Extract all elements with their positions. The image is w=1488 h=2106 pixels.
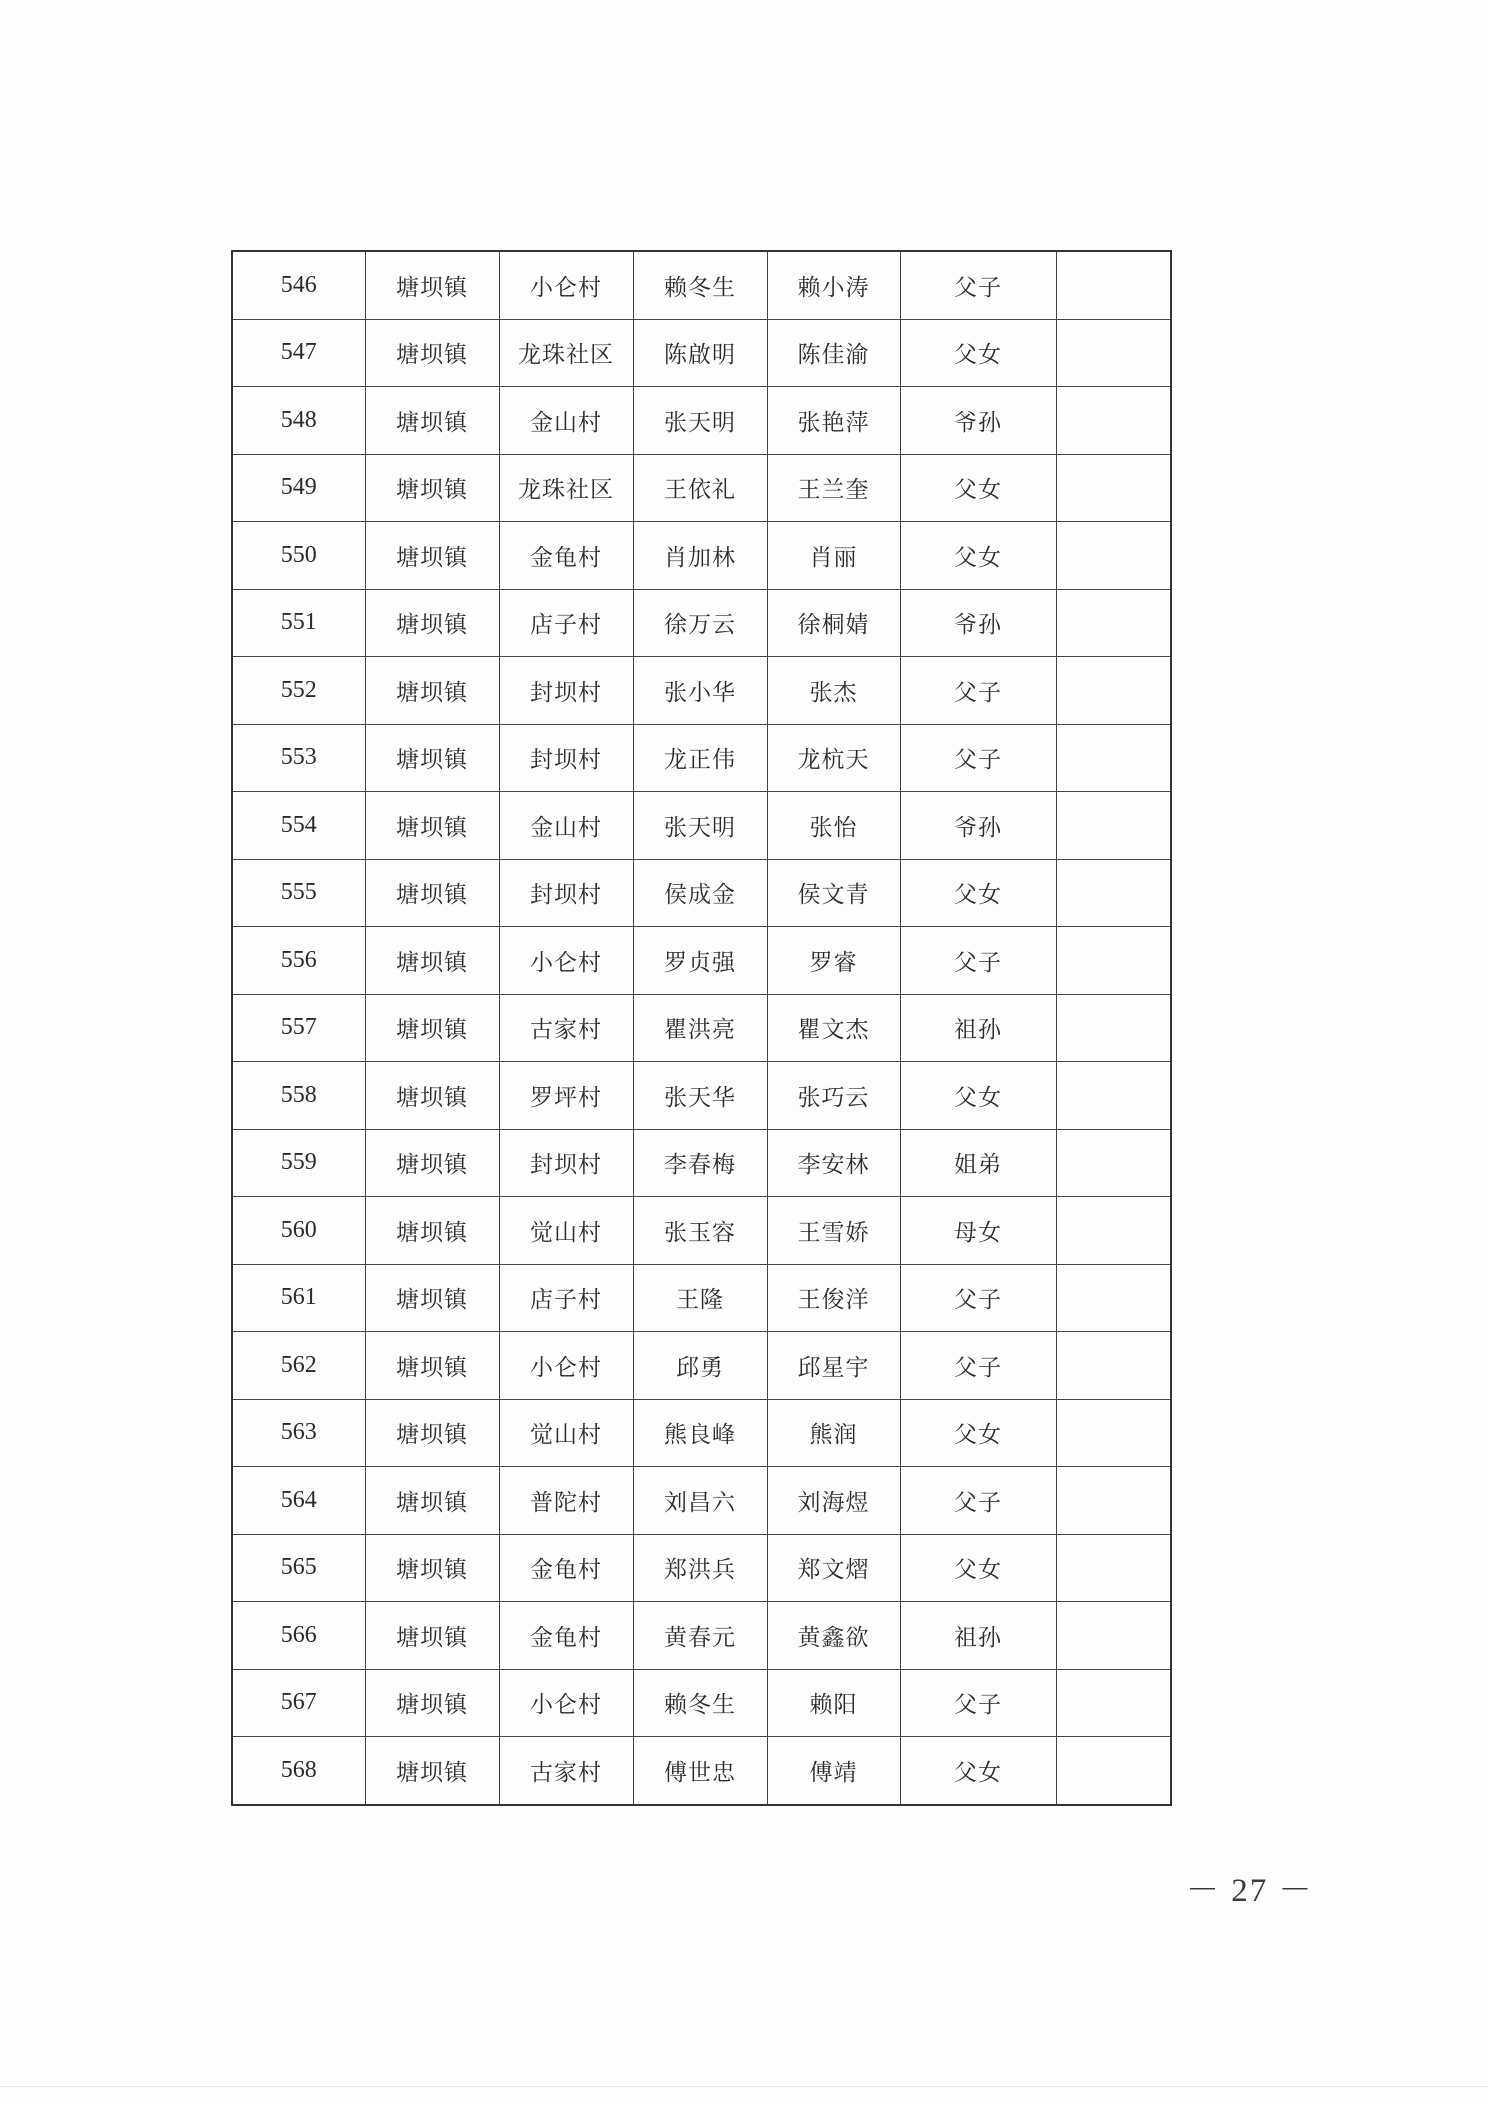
cell-note (1056, 1737, 1171, 1805)
cell-relation: 父女 (900, 1534, 1056, 1602)
cell-note (1056, 1467, 1171, 1535)
cell-town: 塘坝镇 (365, 1467, 499, 1535)
table-row (232, 1669, 1171, 1737)
cell-name-first: 张天明 (633, 387, 767, 455)
cell-name-first: 陈啟明 (633, 319, 767, 387)
cell-name-first: 黄春元 (633, 1602, 767, 1670)
cell-name-first: 张玉容 (633, 1197, 767, 1265)
cell-town: 塘坝镇 (365, 724, 499, 792)
cell-note (1056, 1197, 1171, 1265)
cell-number: 553 (232, 724, 365, 792)
table-row (232, 1399, 1171, 1467)
cell-relation: 父子 (900, 1332, 1056, 1400)
cell-town: 塘坝镇 (365, 319, 499, 387)
cell-name-second: 赖小涛 (767, 251, 900, 319)
cell-relation: 父女 (900, 1737, 1056, 1805)
cell-name-first: 徐万云 (633, 589, 767, 657)
cell-note (1056, 1399, 1171, 1467)
cell-relation: 父子 (900, 927, 1056, 995)
cell-village: 古家村 (499, 1737, 633, 1805)
table-row (232, 1197, 1171, 1265)
cell-number: 555 (232, 859, 365, 927)
cell-relation: 祖孙 (900, 994, 1056, 1062)
table-row (232, 1602, 1171, 1670)
cell-number: 557 (232, 994, 365, 1062)
cell-name-second: 王兰奎 (767, 454, 900, 522)
cell-note (1056, 387, 1171, 455)
cell-name-second: 王雪娇 (767, 1197, 900, 1265)
cell-village: 金山村 (499, 792, 633, 860)
cell-town: 塘坝镇 (365, 454, 499, 522)
cell-name-second: 陈佳渝 (767, 319, 900, 387)
cell-village: 金龟村 (499, 1534, 633, 1602)
cell-village: 觉山村 (499, 1399, 633, 1467)
cell-village: 店子村 (499, 1264, 633, 1332)
cell-name-second: 张杰 (767, 657, 900, 725)
cell-note (1056, 724, 1171, 792)
table-row (232, 859, 1171, 927)
cell-village: 龙珠社区 (499, 319, 633, 387)
cell-village: 金山村 (499, 387, 633, 455)
cell-number: 556 (232, 927, 365, 995)
cell-name-second: 黄鑫欲 (767, 1602, 900, 1670)
table-row (232, 454, 1171, 522)
cell-village: 封坝村 (499, 724, 633, 792)
cell-relation: 爷孙 (900, 387, 1056, 455)
cell-village: 小仑村 (499, 251, 633, 319)
cell-number: 565 (232, 1534, 365, 1602)
cell-village: 小仑村 (499, 1669, 633, 1737)
table-row (232, 994, 1171, 1062)
cell-relation: 姐弟 (900, 1129, 1056, 1197)
cell-relation: 父子 (900, 724, 1056, 792)
cell-name-first: 肖加林 (633, 522, 767, 590)
table-row (232, 251, 1171, 319)
table-row (232, 319, 1171, 387)
table-row (232, 792, 1171, 860)
cell-town: 塘坝镇 (365, 792, 499, 860)
cell-town: 塘坝镇 (365, 387, 499, 455)
cell-number: 554 (232, 792, 365, 860)
page-number: － 27 － (1186, 1873, 1314, 1909)
cell-note (1056, 1534, 1171, 1602)
table-row (232, 1264, 1171, 1332)
cell-number: 564 (232, 1467, 365, 1535)
cell-number: 546 (232, 251, 365, 319)
cell-relation: 父女 (900, 522, 1056, 590)
cell-town: 塘坝镇 (365, 1129, 499, 1197)
cell-note (1056, 1062, 1171, 1130)
cell-relation: 父女 (900, 1062, 1056, 1130)
cell-name-second: 王俊洋 (767, 1264, 900, 1332)
cell-number: 563 (232, 1399, 365, 1467)
cell-note (1056, 657, 1171, 725)
cell-town: 塘坝镇 (365, 1062, 499, 1130)
cell-name-second: 刘海煜 (767, 1467, 900, 1535)
cell-note (1056, 792, 1171, 860)
cell-note (1056, 994, 1171, 1062)
cell-note (1056, 319, 1171, 387)
cell-village: 金龟村 (499, 1602, 633, 1670)
cell-village: 普陀村 (499, 1467, 633, 1535)
cell-village: 封坝村 (499, 657, 633, 725)
cell-village: 古家村 (499, 994, 633, 1062)
scan-edge-line (0, 2086, 1488, 2087)
table-row (232, 657, 1171, 725)
cell-town: 塘坝镇 (365, 1264, 499, 1332)
cell-name-first: 赖冬生 (633, 251, 767, 319)
cell-note (1056, 454, 1171, 522)
cell-relation: 爷孙 (900, 589, 1056, 657)
cell-number: 568 (232, 1737, 365, 1805)
cell-town: 塘坝镇 (365, 1534, 499, 1602)
cell-number: 567 (232, 1669, 365, 1737)
cell-village: 小仑村 (499, 927, 633, 995)
cell-note (1056, 1669, 1171, 1737)
cell-name-second: 侯文青 (767, 859, 900, 927)
table-row (232, 1129, 1171, 1197)
cell-name-second: 郑文熠 (767, 1534, 900, 1602)
cell-name-second: 李安林 (767, 1129, 900, 1197)
cell-town: 塘坝镇 (365, 1399, 499, 1467)
cell-note (1056, 251, 1171, 319)
table-row (232, 1467, 1171, 1535)
cell-number: 547 (232, 319, 365, 387)
cell-note (1056, 1129, 1171, 1197)
cell-name-second: 赖阳 (767, 1669, 900, 1737)
cell-name-first: 王隆 (633, 1264, 767, 1332)
cell-name-first: 瞿洪亮 (633, 994, 767, 1062)
cell-relation: 祖孙 (900, 1602, 1056, 1670)
cell-village: 罗坪村 (499, 1062, 633, 1130)
cell-town: 塘坝镇 (365, 1602, 499, 1670)
cell-name-second: 肖丽 (767, 522, 900, 590)
cell-number: 560 (232, 1197, 365, 1265)
cell-number: 562 (232, 1332, 365, 1400)
cell-name-second: 徐桐婧 (767, 589, 900, 657)
cell-name-second: 邱星宇 (767, 1332, 900, 1400)
cell-name-first: 张天明 (633, 792, 767, 860)
cell-town: 塘坝镇 (365, 1197, 499, 1265)
cell-number: 561 (232, 1264, 365, 1332)
cell-number: 559 (232, 1129, 365, 1197)
cell-town: 塘坝镇 (365, 859, 499, 927)
cell-name-first: 龙正伟 (633, 724, 767, 792)
table-row (232, 724, 1171, 792)
table-row (232, 927, 1171, 995)
cell-number: 551 (232, 589, 365, 657)
table-row (232, 589, 1171, 657)
cell-name-first: 刘昌六 (633, 1467, 767, 1535)
cell-name-first: 傅世忠 (633, 1737, 767, 1805)
cell-number: 549 (232, 454, 365, 522)
cell-village: 金龟村 (499, 522, 633, 590)
cell-name-first: 李春梅 (633, 1129, 767, 1197)
cell-village: 店子村 (499, 589, 633, 657)
cell-town: 塘坝镇 (365, 1332, 499, 1400)
table-row (232, 1062, 1171, 1130)
cell-number: 550 (232, 522, 365, 590)
cell-note (1056, 1264, 1171, 1332)
cell-relation: 父子 (900, 657, 1056, 725)
cell-name-second: 罗睿 (767, 927, 900, 995)
cell-town: 塘坝镇 (365, 927, 499, 995)
cell-name-second: 龙杭天 (767, 724, 900, 792)
table-row (232, 387, 1171, 455)
table-row (232, 1332, 1171, 1400)
cell-relation: 母女 (900, 1197, 1056, 1265)
table-row (232, 1737, 1171, 1805)
cell-number: 566 (232, 1602, 365, 1670)
cell-name-second: 张巧云 (767, 1062, 900, 1130)
cell-relation: 父子 (900, 1669, 1056, 1737)
cell-note (1056, 522, 1171, 590)
cell-name-first: 侯成金 (633, 859, 767, 927)
cell-relation: 父子 (900, 1467, 1056, 1535)
cell-name-first: 赖冬生 (633, 1669, 767, 1737)
cell-village: 觉山村 (499, 1197, 633, 1265)
cell-village: 龙珠社区 (499, 454, 633, 522)
cell-town: 塘坝镇 (365, 589, 499, 657)
cell-name-first: 郑洪兵 (633, 1534, 767, 1602)
cell-name-first: 熊良峰 (633, 1399, 767, 1467)
cell-note (1056, 1332, 1171, 1400)
cell-town: 塘坝镇 (365, 522, 499, 590)
cell-relation: 父女 (900, 1399, 1056, 1467)
cell-town: 塘坝镇 (365, 657, 499, 725)
cell-town: 塘坝镇 (365, 994, 499, 1062)
cell-number: 558 (232, 1062, 365, 1130)
cell-town: 塘坝镇 (365, 251, 499, 319)
cell-name-first: 张小华 (633, 657, 767, 725)
cell-name-second: 傅靖 (767, 1737, 900, 1805)
cell-note (1056, 589, 1171, 657)
cell-name-second: 张艳萍 (767, 387, 900, 455)
cell-name-second: 瞿文杰 (767, 994, 900, 1062)
cell-name-first: 王依礼 (633, 454, 767, 522)
roster-table (231, 250, 1172, 1806)
cell-name-first: 邱勇 (633, 1332, 767, 1400)
cell-relation: 爷孙 (900, 792, 1056, 860)
table-row (232, 522, 1171, 590)
cell-village: 封坝村 (499, 1129, 633, 1197)
cell-relation: 父子 (900, 251, 1056, 319)
roster-body (232, 251, 1171, 1805)
cell-town: 塘坝镇 (365, 1737, 499, 1805)
table-row (232, 1534, 1171, 1602)
cell-name-second: 张怡 (767, 792, 900, 860)
cell-relation: 父女 (900, 859, 1056, 927)
cell-village: 封坝村 (499, 859, 633, 927)
cell-number: 552 (232, 657, 365, 725)
cell-name-second: 熊润 (767, 1399, 900, 1467)
cell-relation: 父子 (900, 1264, 1056, 1332)
cell-note (1056, 927, 1171, 995)
cell-village: 小仑村 (499, 1332, 633, 1400)
cell-town: 塘坝镇 (365, 1669, 499, 1737)
cell-note (1056, 859, 1171, 927)
cell-note (1056, 1602, 1171, 1670)
cell-relation: 父女 (900, 454, 1056, 522)
cell-name-first: 罗贞强 (633, 927, 767, 995)
cell-number: 548 (232, 387, 365, 455)
cell-name-first: 张天华 (633, 1062, 767, 1130)
cell-relation: 父女 (900, 319, 1056, 387)
